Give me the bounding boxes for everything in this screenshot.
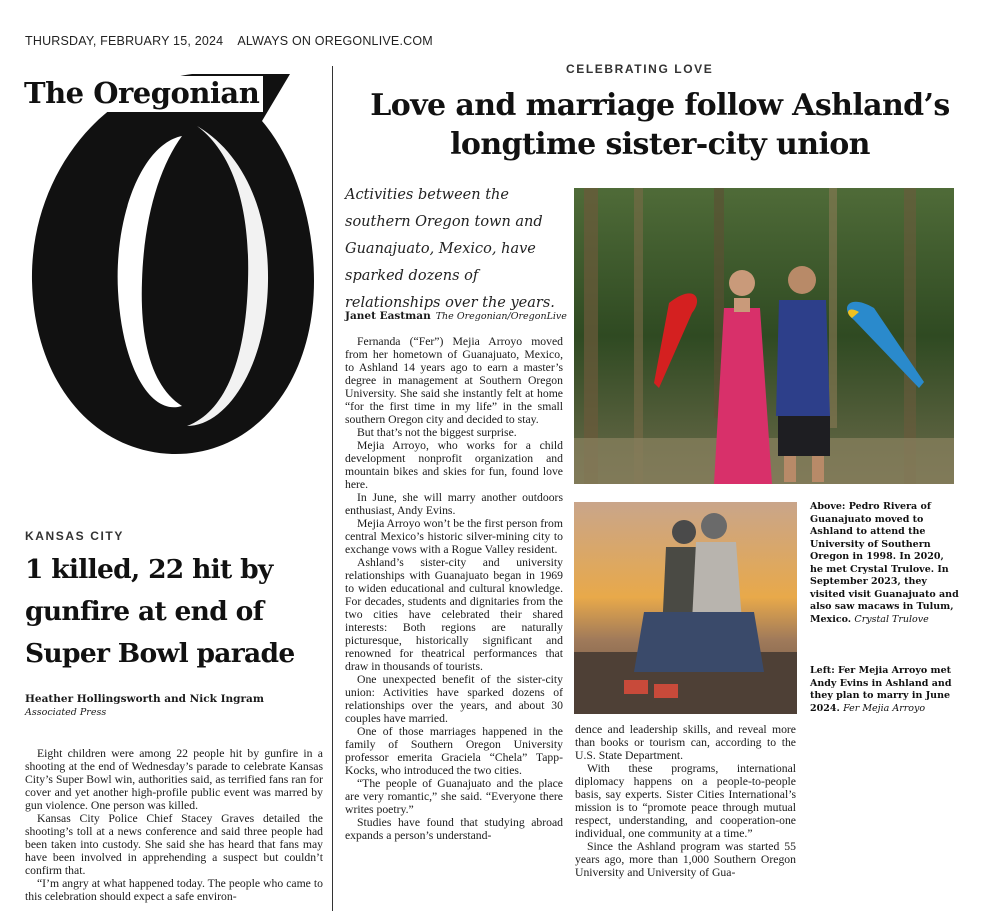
caption-credit: Crystal Trulove [854,613,929,625]
byline-source: Associated Press [25,707,107,718]
paragraph: One of those marriages happened in the family of Southern Oregon University professor emerita Graciela “Chela” Tapp-Kocks, who introduced the two cities. [345,725,563,777]
photo-couple-at-sunset [574,502,797,714]
main-story-kicker: CELEBRATING LOVE [566,62,714,76]
paragraph: dence and leadership skills, and reveal more than books or tourism can, according to the U.S. State Department. [575,723,796,762]
paragraph: Since the Ashland program was started 55 years ago, more than 1,000 Southern Oregon University and University of Gua- [575,840,796,879]
paragraph: Mejia Arroyo won’t be the first person from central Mexico’s historic silver-mining city to exchange vows with a Rogue Valley resident. [345,517,563,556]
issue-date: THURSDAY, FEBRUARY 15, 2024 [25,34,224,48]
main-story-deck: Activities between the southern Oregon town and Guanajuato, Mexico, have sparked dozens of relationships over the years. [345,187,555,311]
paragraph: Eight children were among 22 people hit by gunfire in a shooting at the end of Wednesday’s parade to celebrate Kansas City’s Super Bowl win, authorities said, as terrified fans ran for cover and yet another high-profile public event was marred by gun violence. One person was killed. [25,747,323,812]
paragraph: Mejia Arroyo, who works for a child development nonprofit organization and mountain bikes and skies for fun, found love here. [345,439,563,491]
byline-source: The Oregonian/OregonLive [435,311,567,322]
caption-credit: Fer Mejia Arroyo [843,702,926,714]
masthead: The Oregonian [24,76,263,112]
photo-couple-with-macaws [574,188,954,484]
headline-line-2: longtime sister-city union [450,127,870,162]
paragraph: In June, she will marry another outdoors enthusiast, Andy Evins. [345,491,563,517]
paragraph: Ashland’s sister-city and university relationships with Guanajuato began in 1969 to widen educational and cultural knowledge. For decades, students and dignitaries from the two cities have celebrated their shared interests: Both regions are naturally picturesque, historically significant and renowned for theatrical performances that draw in thousands of tourists. [345,556,563,673]
second-story-kicker: KANSAS CITY [25,529,124,543]
main-story-byline [345,310,567,322]
dateline [25,34,447,48]
paragraph: Studies have found that studying abroad expands a person’s understand- [345,816,563,842]
paragraph: But that’s not the biggest surprise. [357,426,517,439]
paragraph: Kansas City Police Chief Stacey Graves detailed the shooting’s toll at a news conference and said three people had been taken into custody. She said she has heard that fans may have been involved in apprehending a suspect but couldn’t confirm that. [25,812,323,877]
headline-line-1: Love and marriage follow Ashland’s [370,88,950,123]
paragraph: “The people of Guanajuato and the place are very romantic,” she said. “Everyone there writes poetry.” [345,777,563,816]
photo-caption-left [810,665,960,715]
site-tagline: ALWAYS ON OREGONLIVE.COM [237,34,433,48]
caption-text: Left: Fer Mejia Arroyo met Andy Evins in Ashland and they plan to marry in June 2024. [810,665,952,714]
paragraph: One unexpected benefit of the sister-city union: Activities have sparked dozens of relationships over the years, and about 30 couples have married. [345,673,563,725]
byline-authors: Heather Hollingsworth and Nick Ingram [25,693,264,705]
caption-text: Above: Pedro Rivera of Guanajuato moved to Ashland to attend the University of Southern Oregon in 1998. In 2020, he met Crystal Trulove. In September 2023, they visited visit Guanajuato and also saw macaws in Tulum, Mexico. [810,501,959,625]
second-story-byline [25,692,264,720]
oregonian-o-logo-icon [22,66,320,458]
paragraph: “I’m angry at what happened today. The people who came to this celebration should expect a safe environ- [25,877,323,903]
main-story-headline [340,86,980,164]
second-story-body [25,747,323,911]
second-story-headline: 1 killed, 22 hit by gunfire at end of Super Bowl parade [25,554,295,669]
photo-caption-above [810,501,960,626]
paragraph: With these programs, international diplomacy happens on a people-to-people basis, say experts. Sister Cities International’s mission is to “promote peace through mutual respect, understanding, and cooperation-one individual, one community at a time.” [575,762,796,840]
paragraph: Fernanda (“Fer”) Mejia Arroyo moved from her hometown of Guanajuato, Mexico, to Ashland 14 years ago to earn a master’s degree in management at Southern Oregon University. She said she instantly felt at home “for the first time in my life” in the small southern Oregon city and decided to stay. [345,335,563,426]
main-story-column-2 [575,723,796,911]
byline-author: Janet Eastman [345,310,431,322]
main-story-column-1 [345,335,563,911]
column-divider [332,66,333,911]
